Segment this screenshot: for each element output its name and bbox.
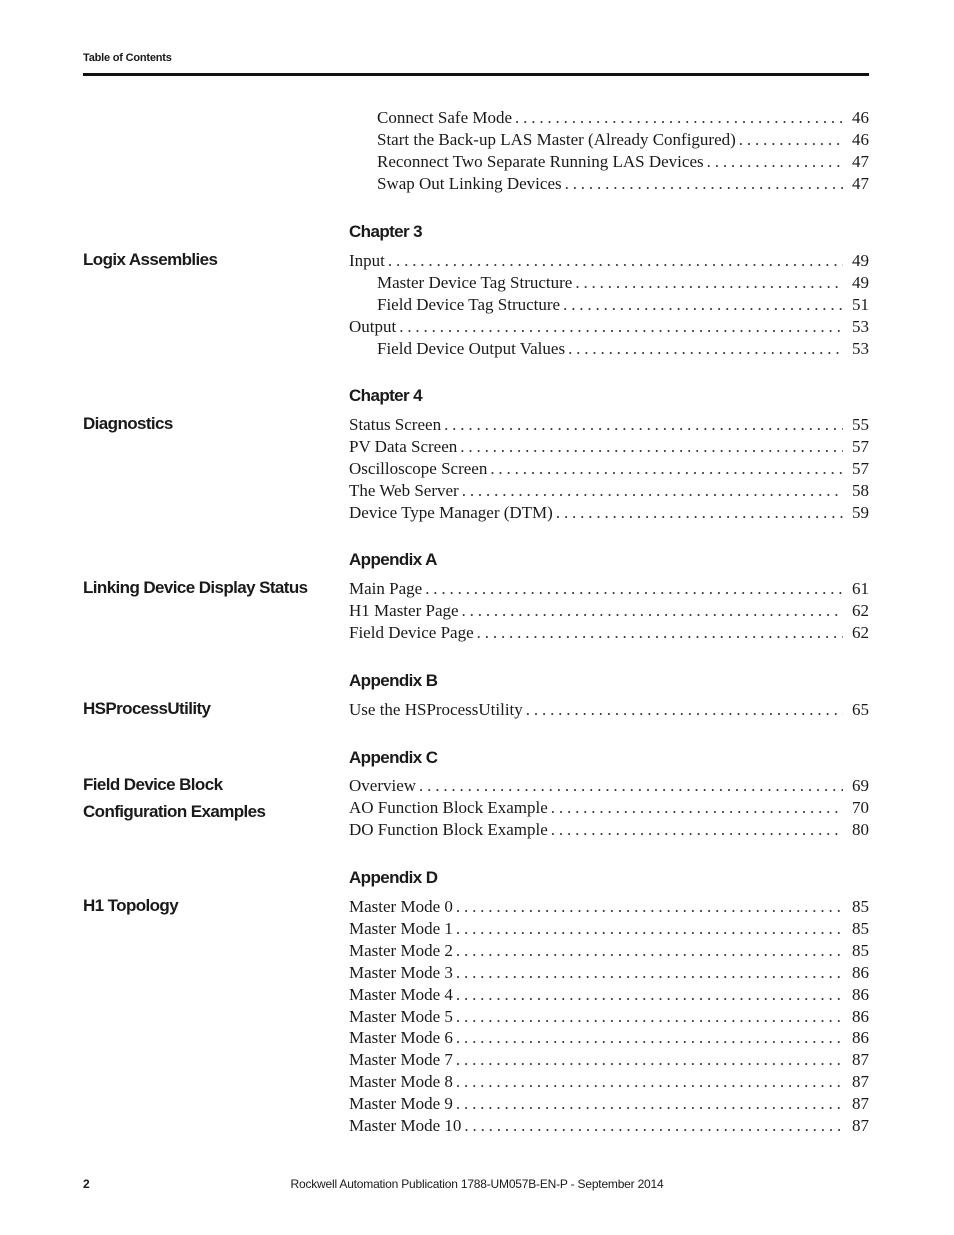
toc-entry-title: Field Device Page <box>349 622 474 642</box>
dot-leader <box>462 600 843 622</box>
dot-leader <box>456 1027 843 1049</box>
toc-entry-title: Input <box>349 251 385 270</box>
toc-entry-page: 65 <box>852 700 869 719</box>
toc-entry[interactable] <box>377 294 869 316</box>
toc-entry[interactable] <box>349 1027 869 1049</box>
toc-entry-title: Swap Out Linking Devices <box>377 174 562 193</box>
toc-entry-page: 62 <box>852 600 869 620</box>
toc-entry-page: 59 <box>852 502 869 522</box>
toc-entry[interactable] <box>349 436 869 458</box>
dot-leader <box>515 107 843 129</box>
toc-entry[interactable] <box>349 480 869 502</box>
toc-entry-page: 58 <box>852 480 869 500</box>
toc-entry-title: Master Device Tag Structure <box>377 272 573 292</box>
dot-leader <box>456 1006 843 1028</box>
toc-entry-page: 62 <box>852 622 869 642</box>
toc-entry-page: 61 <box>852 579 869 598</box>
toc-entry-title: Overview <box>349 776 417 795</box>
chapter-label: Chapter 3 <box>349 222 423 241</box>
toc-entry[interactable] <box>349 622 869 644</box>
toc-entry[interactable] <box>377 129 869 151</box>
toc-entry-title: Field Device Output Values <box>377 338 566 358</box>
toc-entry[interactable] <box>349 1049 869 1071</box>
dot-leader <box>460 436 843 458</box>
toc-entry-page: 85 <box>852 918 869 938</box>
toc-entry[interactable] <box>377 338 869 360</box>
toc-entry-title: Field Device Tag Structure <box>377 294 561 314</box>
dot-leader <box>444 414 843 436</box>
dot-leader <box>462 480 843 502</box>
toc-entry[interactable] <box>349 775 869 797</box>
toc-entry[interactable] <box>377 107 869 129</box>
dot-leader <box>419 775 843 797</box>
running-header: Table of Contents <box>83 52 172 64</box>
toc-entry-title: Master Mode 9 <box>349 1094 453 1114</box>
toc-entry[interactable] <box>349 819 869 841</box>
toc-entry-page: 87 <box>852 1050 869 1070</box>
chapter-label: Appendix C <box>349 748 438 767</box>
toc-entry[interactable] <box>349 600 869 622</box>
toc-entry-title: Master Mode 10 <box>349 1116 462 1135</box>
toc-entry-title: Master Mode 5 <box>349 1006 453 1026</box>
toc-entry-title: Master Mode 6 <box>349 1028 453 1048</box>
toc-entry-title: PV Data Screen <box>349 436 458 456</box>
toc-entry-title: Device Type Manager (DTM) <box>349 502 553 522</box>
toc-entry[interactable] <box>349 1071 869 1093</box>
dot-leader <box>551 819 843 841</box>
toc-entry-title: Start the Back-up LAS Master (Already Configured) <box>377 130 736 149</box>
chapter-title: Diagnostics <box>83 414 173 433</box>
dot-leader <box>456 1049 843 1071</box>
toc-entry-page: 80 <box>852 819 869 839</box>
toc-entry-page: 87 <box>852 1116 869 1135</box>
toc-entry-page: 70 <box>852 797 869 817</box>
toc-entry[interactable] <box>349 940 869 962</box>
footer-page-number: 2 <box>83 1177 90 1191</box>
toc-entry[interactable] <box>349 962 869 984</box>
toc-entry[interactable] <box>349 984 869 1006</box>
toc-entry[interactable] <box>349 250 869 272</box>
dot-leader <box>456 1093 843 1115</box>
dot-leader <box>575 272 843 294</box>
toc-entry[interactable] <box>349 918 869 940</box>
toc-entry-title: Use the HSProcessUtility <box>349 700 523 719</box>
toc-entry-title: Master Mode 4 <box>349 984 453 1004</box>
toc-entry-title: Master Mode 0 <box>349 897 453 916</box>
chapter-title: Linking Device Display Status <box>83 578 308 597</box>
dot-leader <box>456 896 843 918</box>
chapter-label: Appendix B <box>349 671 438 690</box>
toc-entry[interactable] <box>349 797 869 819</box>
toc-entry-title: Output <box>349 316 397 336</box>
toc-entry-title: DO Function Block Example <box>349 819 548 839</box>
toc-entry-page: 46 <box>852 130 869 149</box>
toc-entry-page: 55 <box>852 415 869 434</box>
toc-entry-title: Master Mode 3 <box>349 962 453 982</box>
dot-leader <box>388 250 843 272</box>
toc-entry-page: 49 <box>852 251 869 270</box>
dot-leader <box>464 1115 843 1137</box>
dot-leader <box>556 502 843 524</box>
toc-entry-page: 47 <box>852 152 869 171</box>
toc-entry-title: Master Mode 7 <box>349 1050 453 1070</box>
toc-entry-page: 47 <box>852 174 869 193</box>
toc-entry[interactable] <box>377 272 869 294</box>
toc-entry-title: Connect Safe Mode <box>377 108 513 127</box>
dot-leader <box>477 622 843 644</box>
dot-leader <box>551 797 843 819</box>
toc-entry[interactable] <box>349 502 869 524</box>
chapter-title: Field Device Block Configuration Examples <box>83 775 266 821</box>
dot-leader <box>490 458 843 480</box>
toc-entry-page: 51 <box>852 294 869 314</box>
dot-leader <box>707 151 843 173</box>
chapter-label: Appendix D <box>349 868 438 887</box>
dot-leader <box>456 940 843 962</box>
toc-entry[interactable] <box>349 1006 869 1028</box>
toc-entry-page: 69 <box>852 776 869 795</box>
toc-entry-page: 86 <box>852 984 869 1004</box>
toc-entry[interactable] <box>377 151 869 173</box>
dot-leader <box>456 1071 843 1093</box>
toc-entry-page: 53 <box>852 316 869 336</box>
dot-leader <box>425 578 843 600</box>
toc-entry-title: The Web Server <box>349 480 459 500</box>
footer-publication: Rockwell Automation Publication 1788-UM057B-EN-P - September 2014 <box>290 1177 664 1191</box>
dot-leader <box>456 962 843 984</box>
toc-entry-page: 87 <box>852 1072 869 1092</box>
chapter-label: Chapter 4 <box>349 386 423 405</box>
chapter-title: H1 Topology <box>83 896 179 915</box>
toc-entry-page: 86 <box>852 962 869 982</box>
dot-leader <box>526 699 843 721</box>
toc-entry-page: 87 <box>852 1094 869 1114</box>
toc-entry-title: Status Screen <box>349 415 442 434</box>
toc-entry-title: AO Function Block Example <box>349 797 548 817</box>
toc-entry[interactable] <box>349 414 869 436</box>
toc-entry-page: 86 <box>852 1006 869 1026</box>
toc-entry[interactable] <box>377 173 869 195</box>
toc-entry-page: 53 <box>852 338 869 358</box>
toc-entry-title: Master Mode 1 <box>349 918 453 938</box>
toc-entry-page: 57 <box>852 458 869 478</box>
dot-leader <box>456 984 843 1006</box>
toc-entry-page: 49 <box>852 272 869 292</box>
dot-leader <box>563 294 843 316</box>
toc-entry-page: 85 <box>852 940 869 960</box>
toc-entry-title: Reconnect Two Separate Running LAS Devices <box>377 152 704 171</box>
dot-leader <box>739 129 843 151</box>
toc-entry-title: Main Page <box>349 579 423 598</box>
toc-entry-title: H1 Master Page <box>349 600 459 620</box>
toc-entry-page: 46 <box>852 108 869 127</box>
toc-entry-page: 85 <box>852 897 869 916</box>
toc-entry[interactable] <box>349 458 869 480</box>
toc-entry[interactable] <box>349 699 869 721</box>
dot-leader <box>456 918 843 940</box>
dot-leader <box>568 338 843 360</box>
toc-entry-title: Master Mode 8 <box>349 1072 453 1092</box>
toc-entry-title: Oscilloscope Screen <box>349 458 488 478</box>
toc-entry[interactable] <box>349 578 869 600</box>
dot-leader <box>565 173 843 195</box>
chapter-label: Appendix A <box>349 550 437 569</box>
chapter-title: HSProcessUtility <box>83 699 211 718</box>
toc-entry[interactable] <box>349 1093 869 1115</box>
chapter-title: Logix Assemblies <box>83 250 218 269</box>
toc-entry[interactable] <box>349 316 869 338</box>
toc-entry-title: Master Mode 2 <box>349 940 453 960</box>
toc-entry-page: 57 <box>852 436 869 456</box>
toc-entry[interactable] <box>349 896 869 918</box>
toc-entry[interactable] <box>349 1115 869 1137</box>
toc-entry-page: 86 <box>852 1028 869 1048</box>
header-rule <box>83 73 869 76</box>
dot-leader <box>399 316 843 338</box>
